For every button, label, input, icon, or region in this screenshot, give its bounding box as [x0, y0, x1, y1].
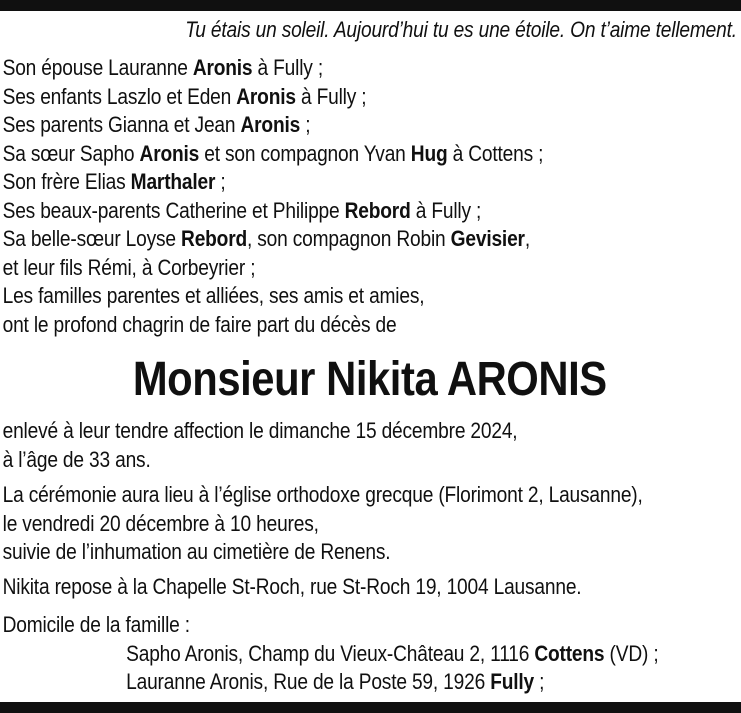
text-segment: Ses parents Gianna et Jean — [2, 112, 241, 137]
text-segment: ; — [215, 169, 226, 194]
surname-segment: Aronis — [192, 55, 253, 80]
surname-segment: Aronis — [139, 140, 200, 166]
text-segment: , son compagnon Robin — [246, 226, 451, 251]
text-segment: Ses beaux-parents Catherine et Philippe — [2, 197, 345, 223]
family-list — [3, 54, 737, 339]
family-line — [3, 197, 737, 226]
domicile-address-line — [3, 668, 737, 697]
repose-line: Nikita repose à la Chapelle St-Roch, rue St-Roch 19, 1004 Lausanne. — [2, 573, 582, 599]
family-line — [3, 282, 737, 311]
death-details — [3, 417, 737, 474]
family-line — [3, 111, 737, 140]
family-line — [3, 225, 737, 254]
ceremony-line: le vendredi 20 décembre à 10 heures, — [2, 510, 319, 536]
surname-segment: Gevisier — [450, 226, 525, 251]
domicile-section — [3, 611, 737, 697]
family-line — [3, 83, 737, 112]
memorial-quote: Tu étais un soleil. Aujourd’hui tu es une étoile. On t’aime tellement. — [185, 17, 737, 42]
text-segment: Les familles parentes et alliées, ses amis et amies, — [2, 283, 425, 308]
text-segment: à Fully ; — [295, 83, 367, 109]
surname-segment: Aronis — [240, 112, 301, 137]
text-segment: ; — [534, 669, 545, 694]
ceremony-details — [3, 481, 737, 567]
text-segment: Sa sœur Sapho — [2, 140, 140, 166]
family-line — [3, 168, 737, 197]
death-detail-line: enlevé à leur tendre affection le dimanche 15 décembre 2024, — [2, 418, 518, 443]
family-line — [3, 254, 737, 283]
text-segment: Son épouse Lauranne — [2, 55, 193, 80]
text-segment: , — [524, 226, 530, 251]
surname-segment: Rebord — [344, 197, 411, 223]
bottom-border-bar — [0, 702, 741, 713]
text-segment: et leur fils Rémi, à Corbeyrier ; — [2, 254, 256, 280]
text-segment: Son frère Elias — [2, 169, 131, 194]
death-detail-line: à l’âge de 33 ans. — [2, 446, 151, 472]
text-segment: Lauranne Aronis, Rue de la Poste 59, 1926 — [126, 669, 491, 694]
ceremony-line: suivie de l’inhumation au cimetière de Renens. — [2, 539, 391, 564]
text-segment: et son compagnon Yvan — [199, 140, 411, 166]
family-line — [3, 140, 737, 169]
text-segment: à Fully ; — [252, 55, 324, 80]
top-border-bar — [0, 0, 741, 11]
text-segment: ont le profond chagrin de faire part du décès de — [2, 311, 397, 337]
locality-segment: Cottens — [534, 640, 605, 666]
family-line — [3, 54, 737, 83]
surname-segment: Rebord — [181, 226, 247, 251]
surname-segment: Hug — [410, 140, 448, 166]
deceased-name-title: Monsieur Nikita ARONIS — [132, 353, 607, 406]
text-segment: à Cottens ; — [447, 140, 544, 166]
surname-segment: Aronis — [236, 83, 296, 109]
text-segment: Sa belle-sœur Loyse — [2, 226, 182, 251]
domicile-label: Domicile de la famille : — [2, 612, 190, 637]
notice-content — [0, 11, 741, 697]
locality-segment: Fully — [490, 669, 535, 694]
ceremony-line: La cérémonie aura lieu à l’église orthodoxe grecque (Florimont 2, Lausanne), — [2, 482, 643, 507]
text-segment: ; — [300, 112, 311, 137]
text-segment: à Fully ; — [410, 197, 482, 223]
text-segment: Sapho Aronis, Champ du Vieux-Château 2, 1116 — [126, 640, 535, 666]
domicile-address-line — [3, 640, 737, 669]
surname-segment: Marthaler — [130, 169, 216, 194]
text-segment: (VD) ; — [604, 640, 659, 666]
family-line — [3, 311, 737, 340]
text-segment: Ses enfants Laszlo et Eden — [2, 83, 237, 109]
